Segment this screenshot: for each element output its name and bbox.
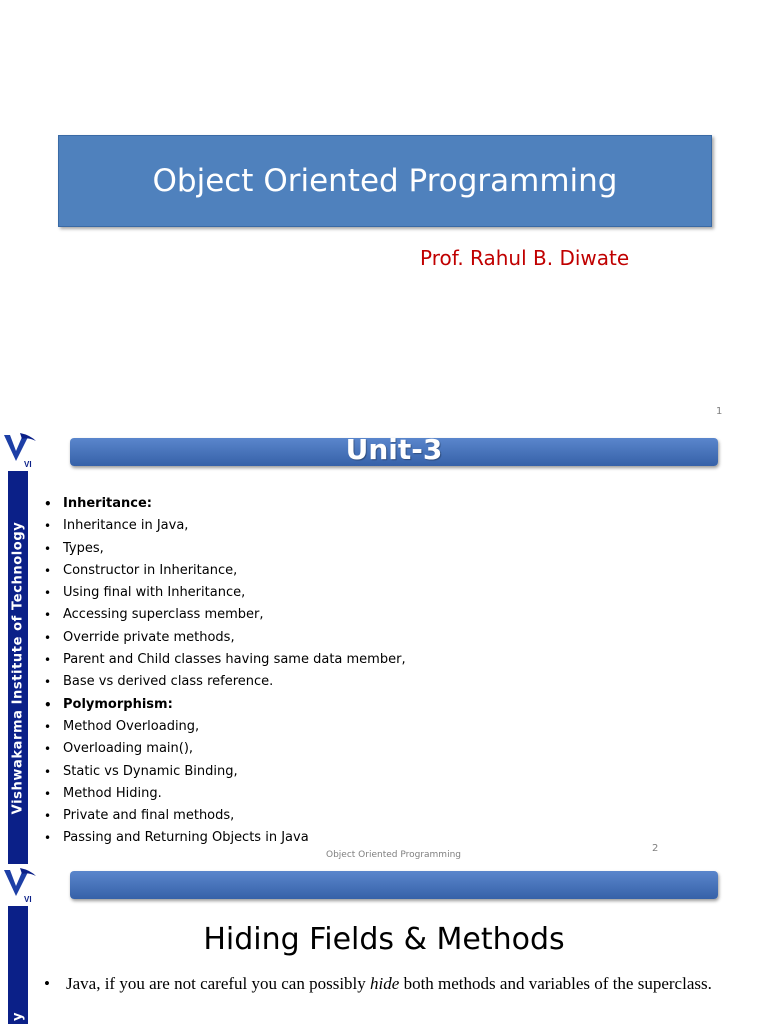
bullet-icon: • — [44, 519, 52, 534]
topic-item — [44, 805, 406, 827]
topic-text: Constructor in Inheritance, — [63, 562, 238, 578]
svg-text:VI: VI — [24, 895, 32, 904]
topic-text: Inheritance in Java, — [63, 518, 189, 534]
bullet-icon: • — [44, 764, 52, 779]
slide-number: 2 — [652, 843, 659, 854]
bullet-icon: • — [44, 831, 52, 846]
topic-item — [44, 604, 406, 626]
para-emphasis: hide — [370, 974, 400, 993]
topic-text: Using final with Inheritance, — [63, 585, 246, 601]
topic-item — [44, 627, 406, 649]
presentation-title: Object Oriented Programming — [152, 163, 618, 199]
unit-banner — [70, 432, 718, 466]
sidebar-label: y — [10, 1011, 26, 1022]
topic-text: Passing and Returning Objects in Java — [63, 830, 309, 846]
topic-item — [44, 560, 406, 582]
topic-text: Polymorphism: — [63, 696, 173, 712]
bullet-icon: • — [44, 697, 52, 712]
title-box — [58, 135, 712, 227]
slide-2 — [0, 427, 768, 864]
topic-text: Base vs derived class reference. — [63, 674, 274, 690]
sidebar-institute — [8, 471, 28, 864]
bullet-icon: • — [44, 608, 52, 623]
topic-item — [44, 761, 406, 783]
bullet-icon: • — [44, 786, 52, 801]
topic-item — [44, 827, 406, 849]
slide-1 — [0, 0, 768, 427]
topic-text: Method Hiding. — [63, 785, 162, 801]
slide-title: Hiding Fields & Methods — [203, 922, 565, 957]
vit-logo-icon — [2, 431, 38, 469]
slide-banner — [70, 871, 718, 899]
topic-text: Inheritance: — [63, 496, 152, 511]
para-text-before: Java, if you are not careful you can possibly — [66, 974, 371, 993]
topic-item — [44, 716, 406, 738]
topic-item — [44, 538, 406, 560]
topic-item — [44, 582, 406, 604]
topic-text: Override private methods, — [63, 629, 235, 645]
topic-item — [44, 694, 406, 716]
bullet-icon: • — [44, 563, 52, 578]
topic-item — [44, 783, 406, 805]
topic-item — [44, 493, 406, 515]
topic-list — [44, 493, 406, 850]
topic-item — [44, 649, 406, 671]
bullet-icon: • — [44, 719, 52, 734]
slide-3 — [0, 864, 768, 1024]
slide-number: 1 — [716, 406, 723, 417]
svg-text:VI: VI — [24, 460, 32, 469]
slide-footer: Object Oriented Programming — [326, 850, 461, 860]
bullet-icon: • — [44, 809, 52, 824]
topic-text: Accessing superclass member, — [63, 607, 264, 623]
topic-text: Private and final methods, — [63, 808, 235, 824]
topic-text: Types, — [63, 540, 104, 556]
topic-text: Parent and Child classes having same data member, — [63, 652, 406, 668]
topic-item — [44, 515, 406, 537]
bullet-icon: • — [44, 541, 52, 556]
bullet-icon: • — [44, 497, 52, 511]
topic-text: Static vs Dynamic Binding, — [63, 763, 238, 779]
vit-logo-icon — [2, 866, 38, 904]
topic-item — [44, 671, 406, 693]
para-text-after: both methods and variables of the superclass. — [399, 974, 712, 993]
bullet-icon: • — [44, 742, 52, 757]
bullet-icon: • — [44, 653, 52, 668]
author-name: Prof. Rahul B. Diwate — [420, 246, 630, 270]
bullet-paragraph — [44, 972, 756, 995]
topic-item — [44, 738, 406, 760]
sidebar-label: Vishwakarma Institute of Technology — [10, 521, 26, 814]
topic-text: Overloading main(), — [63, 741, 194, 757]
unit-title: Unit-3 — [345, 432, 443, 466]
bullet-icon: • — [44, 974, 50, 993]
bullet-icon: • — [44, 675, 52, 690]
bullet-icon: • — [44, 630, 52, 645]
topic-text: Method Overloading, — [63, 718, 200, 734]
bullet-icon: • — [44, 586, 52, 601]
